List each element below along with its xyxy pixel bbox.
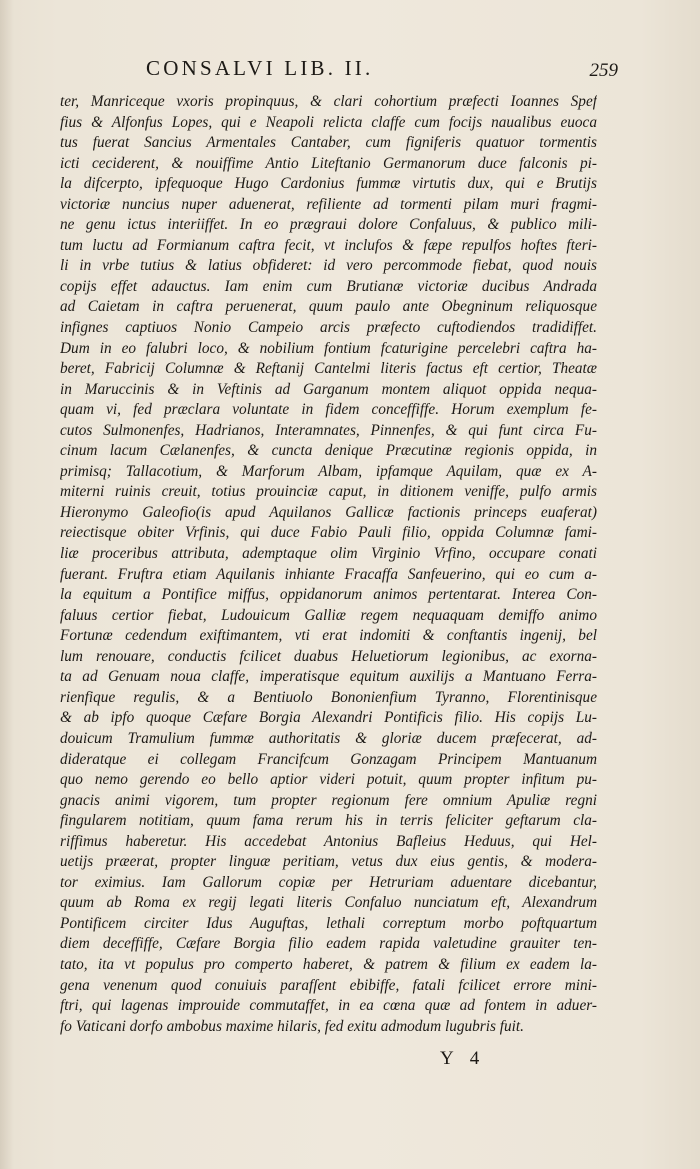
text-line: tor eximius. Iam Gallorum copiæ per Hetruriam aduentare dicebantur, <box>60 873 597 891</box>
text-line: Dum in eo falubri loco, & nobilium fontium fcaturigine percelebri caftra ha- <box>60 339 597 357</box>
text-line: douicum Tramulium fummæ authoritatis & gloriæ ducem præfecerat, ad- <box>60 729 597 747</box>
text-line: reiectisque obiter Vrfinis, qui duce Fabio Pauli filio, oppida Columnæ fami- <box>60 524 597 542</box>
text-line: tum luctu ad Formianum caftra fecit, vt inclufos & fæpe repulfos hoftes fteri- <box>60 236 597 254</box>
text-line: ne genu ictus interiiffet. In eo prægraui dolore Confaluus, & publico mili- <box>60 216 597 234</box>
text-line: quam vi, fed præclara voluntate in fidem conceffiffe. Horum exemplum fe- <box>60 401 597 419</box>
text-line: quo nemo gerendo eo bello aptior videri potuit, quum propter infitum pu- <box>60 771 597 789</box>
text-line: victoriæ nuncius nuper aduenerat, refiliente ad tormenti pilam muri fragmi- <box>60 195 597 213</box>
text-line: fuerant. Fruftra etiam Aquilanis inhiante Fracaffa Sanfeuerino, qui eo cum a- <box>60 565 597 583</box>
text-line: li in vrbe tutius & latius obfideret: id vero percommode fiebat, quod nouis <box>60 257 597 275</box>
text-line: copijs effet adauctus. Iam enim cum Brutianæ victoriæ ducibus Andrada <box>60 277 597 295</box>
page-header <box>146 56 616 90</box>
text-line: fius & Alfonfus Lopes, qui e Neapoli relicta claffe cum focijs naualibus euoca <box>60 113 597 131</box>
text-line: la difcerpto, ipfequoque Hugo Cardonius fummæ virtutis dux, qui e Brutijs <box>60 175 597 193</box>
text-line: rienfique regulis, & a Bentiuolo Bononienfium Tyranno, Florentinisque <box>60 688 597 706</box>
text-line: Fortunæ cedendum exiftimantem, vti erat indomiti & conftantis ingenij, bel <box>60 627 597 645</box>
signature-mark: Y 4 <box>440 1048 486 1069</box>
text-line: uetijs præerat, propter linguæ peritiam, vetus dux eius gentis, & modera- <box>60 853 597 871</box>
text-line: & ab ipfo quoque Cæfare Borgia Alexandri Pontificis filio. His copijs Lu- <box>60 709 597 727</box>
text-line: beret, Fabricij Columnæ & Reftanij Cantelmi literis factus eft certior, Theatæ <box>60 360 597 378</box>
text-line: Hieronymo Galeofio(is apud Aquilanos Gallicæ factionis princeps euaferat) <box>60 503 597 521</box>
text-line: cutos Sulmonenfes, Hadrianos, Interamnates, Pinnenfes, & qui funt circa Fu- <box>60 421 597 439</box>
text-line: fo Vaticani dorfo ambobus maxime hilaris, fed exitu admodum lugubris fuit. <box>60 1017 524 1035</box>
text-line: Pontificem circiter Idus Auguftas, lethali correptum morbo poftquartum <box>60 914 597 932</box>
text-line: infignes captiuos Nonio Campeio arcis præfecto cuftodiendos tradidiffet. <box>60 319 597 337</box>
text-line: tato, ita vt populus pro comperto haberet, & patrem & filium ex eadem la- <box>60 955 597 973</box>
text-line: in Maruccinis & in Veftinis ad Garganum montem aliquot oppida nequa- <box>60 380 597 398</box>
text-line: liæ proceribus attributa, ademptaque olim Virginio Vrfino, occupare conati <box>60 545 597 563</box>
text-line: ftri, qui lagenas improuide commutaffet, in ea cœna quæ ad fontem in aduer- <box>60 997 597 1015</box>
text-line: la equitum a Pontifice miffus, oppidanorum animos pertentarat. Interea Con- <box>60 586 597 604</box>
text-line: tus fuerat Sancius Armentales Cantaber, cum figniferis quatuor tormentis <box>60 134 597 152</box>
text-line: ta ad Genuam noua claffe, imperatisque equitum auxilijs a Mantuano Ferra- <box>60 668 597 686</box>
running-title: CONSALVI LIB. II. <box>146 56 374 80</box>
text-line: icti ceciderent, & nouiffime Antio Liteftanio Germanorum duce falconis pi- <box>60 154 597 172</box>
text-line: gnacis animi vigorem, tum propter regionum fere omnium Apuliæ regni <box>60 791 597 809</box>
text-line: riffimus haberetur. His accedebat Antonius Bafleius Heduus, qui Hel- <box>60 832 597 850</box>
text-line: miterni ruinis creuit, totius prouinciæ caput, in ditionem veniffe, pulfo armis <box>60 483 597 501</box>
text-line: ad Caietam in caftra peruenerat, quum paulo ante Obegninum reliquosque <box>60 298 597 316</box>
text-line: ter, Manriceque vxoris propinquus, & clari cohortium præfecti Ioannes Spef <box>60 93 597 110</box>
text-line: faluus certior fiebat, Ludouicum Galliæ regem nequaquam demiffo animo <box>60 606 597 624</box>
text-line: diem deceffiffe, Cæfare Borgia filio eadem rapida valetudine grauiter ten- <box>60 935 597 953</box>
text-line: quum ab Roma ex regij legati literis Confaluo nunciatum eft, Alexandrum <box>60 894 597 912</box>
text-line: fingularem notitiam, quum fama rerum his in terris feliciter geftarum cla- <box>60 812 597 830</box>
page-number: 259 <box>589 60 618 81</box>
text-line: primisq; Tallacotium, & Marforum Albam, ipfamque Aquilam, quæ ex A- <box>60 462 597 480</box>
text-line: lum renouare, conductis fcilicet duabus Heluetiorum legionibus, ac exorna- <box>60 647 597 665</box>
text-line: cinum lacum Cælanenfes, & cuncta denique Præcutinæ regionis oppida, in <box>60 442 597 460</box>
body-text <box>60 92 597 1037</box>
text-line: gena venenum quod conuiuis parafſent ebibiffe, fatali fcilicet errore mini- <box>60 976 597 994</box>
text-line: dideratque ei collegam Francifcum Gonzagam Principem Mantuanum <box>60 750 597 768</box>
